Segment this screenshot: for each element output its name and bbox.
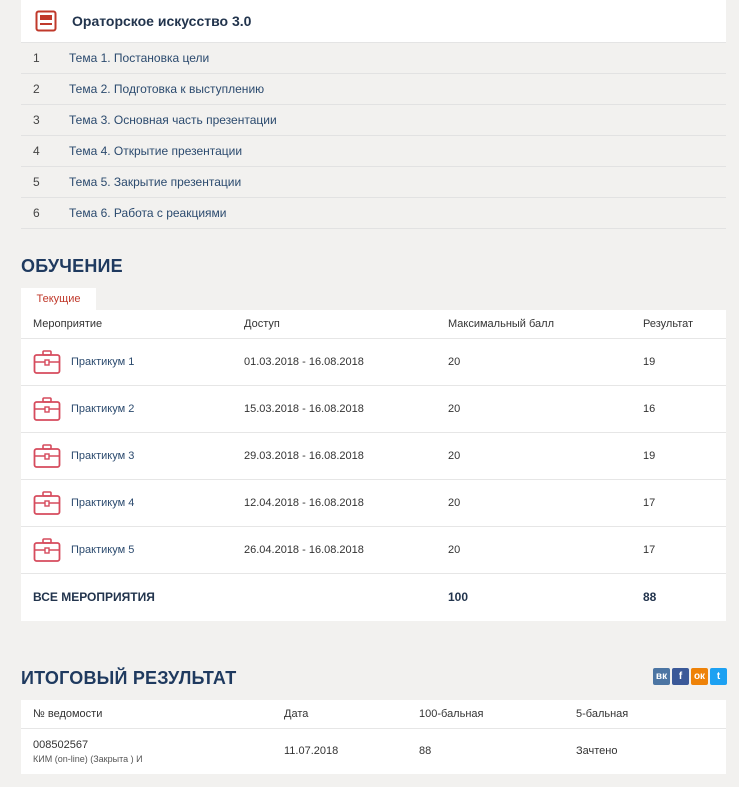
statement-date: 11.07.2018 <box>284 745 339 758</box>
training-heading: ОБУЧЕНИЕ <box>21 256 123 276</box>
total-row <box>21 573 726 621</box>
topic-row <box>21 105 726 136</box>
event-link[interactable]: Практикум 3 <box>71 449 135 462</box>
topic-number: 6 <box>33 206 40 220</box>
column-header: Максимальный балл <box>448 317 554 330</box>
topic-link[interactable]: Тема 1. Постановка цели <box>69 51 210 65</box>
topic-number: 5 <box>33 175 40 189</box>
column-header: Результат <box>643 317 694 330</box>
topic-list <box>21 43 726 229</box>
topic-link[interactable]: Тема 2. Подготовка к выступлению <box>69 82 265 96</box>
score-100: 88 <box>419 745 432 758</box>
facebook-icon[interactable]: f <box>672 668 689 685</box>
statement-note: КИМ (on-line) (Закрыта ) И <box>33 753 143 764</box>
briefcase-icon <box>33 443 61 469</box>
event-result: 17 <box>643 496 656 509</box>
statement-number: 008502567 <box>33 738 89 751</box>
book-icon <box>35 10 57 32</box>
column-header: Доступ <box>244 317 280 330</box>
topic-link[interactable]: Тема 4. Открытие презентации <box>69 144 243 158</box>
column-header: Дата <box>284 707 309 720</box>
briefcase-icon <box>33 490 61 516</box>
event-max-score: 20 <box>448 449 461 462</box>
event-access: 26.04.2018 - 16.08.2018 <box>244 543 364 556</box>
topic-number: 4 <box>33 144 40 158</box>
event-access: 12.04.2018 - 16.08.2018 <box>244 496 364 509</box>
table-row <box>21 728 726 774</box>
column-header: № ведомости <box>33 707 103 720</box>
topic-row <box>21 74 726 105</box>
topic-link[interactable]: Тема 6. Работа с реакциями <box>69 206 227 220</box>
event-result: 17 <box>643 543 656 556</box>
topic-number: 1 <box>33 51 40 65</box>
event-max-score: 20 <box>448 402 461 415</box>
results-header-row <box>21 700 726 728</box>
topic-row <box>21 43 726 74</box>
event-link[interactable]: Практикум 1 <box>71 355 135 368</box>
odnoklassniki-icon[interactable]: ок <box>691 668 708 685</box>
event-max-score: 20 <box>448 355 461 368</box>
briefcase-icon <box>33 349 61 375</box>
event-link[interactable]: Практикум 2 <box>71 402 135 415</box>
briefcase-icon <box>33 537 61 563</box>
events-table <box>21 310 726 621</box>
tab-current[interactable]: Текущие <box>21 288 96 310</box>
event-result: 16 <box>643 402 656 415</box>
column-header: 5-бальная <box>576 707 629 720</box>
course-title[interactable]: Ораторское искусство 3.0 <box>72 13 252 29</box>
topic-row <box>21 198 726 229</box>
event-link[interactable]: Практикум 4 <box>71 496 135 509</box>
total-access <box>243 573 447 621</box>
twitter-icon[interactable]: t <box>710 668 727 685</box>
event-max-score: 20 <box>448 496 461 509</box>
topic-link[interactable]: Тема 5. Закрытие презентации <box>69 175 242 189</box>
column-header: Мероприятие <box>33 317 103 330</box>
table-row <box>21 385 726 432</box>
total-result: 88 <box>643 590 657 604</box>
topic-link[interactable]: Тема 3. Основная часть презентации <box>69 113 277 127</box>
topic-number: 2 <box>33 82 40 96</box>
events-header-row <box>21 310 726 338</box>
table-row <box>21 432 726 479</box>
total-label: ВСЕ МЕРОПРИЯТИЯ <box>33 590 155 604</box>
event-access: 01.03.2018 - 16.08.2018 <box>244 355 364 368</box>
event-result: 19 <box>643 449 656 462</box>
course-header <box>21 0 726 43</box>
final-result-heading: ИТОГОВЫЙ РЕЗУЛЬТАТ <box>21 668 237 688</box>
topic-row <box>21 167 726 198</box>
table-row <box>21 338 726 385</box>
column-header: 100-бальная <box>419 707 484 720</box>
score-5: Зачтено <box>576 745 618 758</box>
course-card <box>21 0 726 229</box>
vk-icon[interactable]: вк <box>653 668 670 685</box>
event-max-score: 20 <box>448 543 461 556</box>
topic-row <box>21 136 726 167</box>
results-table <box>21 700 726 774</box>
event-access: 29.03.2018 - 16.08.2018 <box>244 449 364 462</box>
event-link[interactable]: Практикум 5 <box>71 543 135 556</box>
total-max-score: 100 <box>448 590 469 604</box>
event-access: 15.03.2018 - 16.08.2018 <box>244 402 364 415</box>
page-content <box>21 0 726 764</box>
event-result: 19 <box>643 355 656 368</box>
briefcase-icon <box>33 396 61 422</box>
social-share <box>653 668 727 685</box>
table-row <box>21 526 726 573</box>
table-row <box>21 479 726 526</box>
topic-number: 3 <box>33 113 40 127</box>
